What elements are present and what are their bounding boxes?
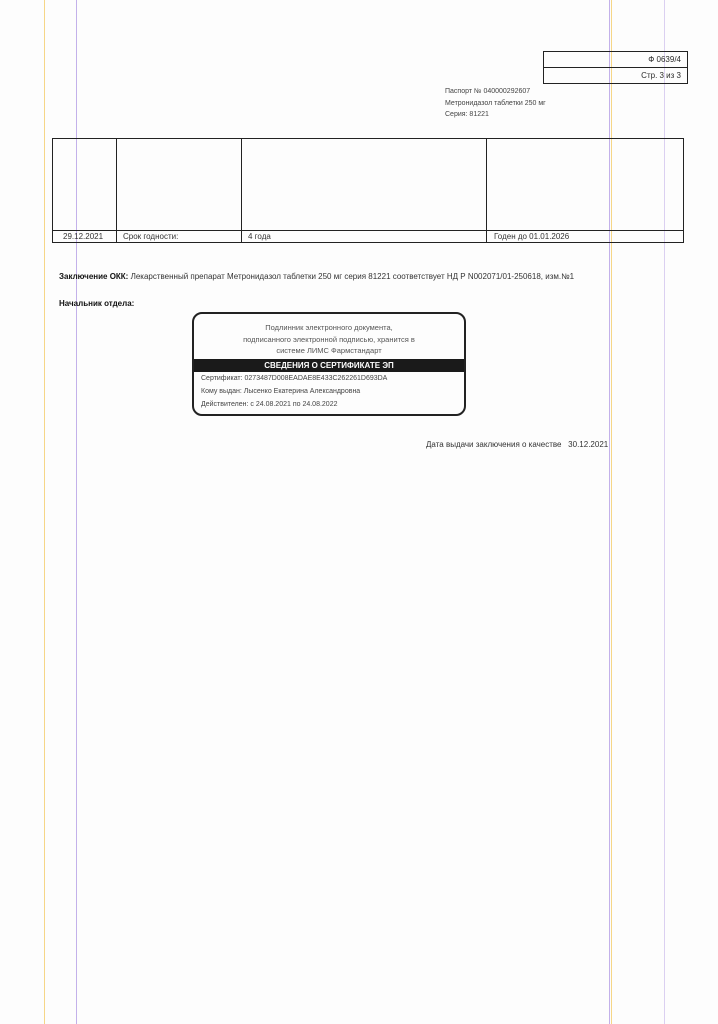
table-divider xyxy=(116,139,117,242)
table-cell-parameter: Срок годности: xyxy=(123,232,179,241)
stamp-validity: Действителен: с 24.08.2021 по 24.08.2022 xyxy=(201,400,338,408)
passport-number: Паспорт № 040000292607 xyxy=(445,88,531,95)
stamp-notice xyxy=(194,314,464,357)
issue-date: Дата выдачи заключения о качестве 30.12.2021 xyxy=(426,440,609,449)
table-divider xyxy=(486,139,487,242)
table-cell-value: 4 года xyxy=(248,232,271,241)
conclusion-text: Лекарственный препарат Метронидазол таблетки 250 мг серия 81221 соответствует НД Р N002071/01-250618, изм.№1 xyxy=(130,272,575,281)
scan-artifact-yellow-left xyxy=(44,0,45,1024)
test-results-table xyxy=(52,138,684,243)
stamp-certificate-id: Сертификат: 0273487D008EADAE8E433C262261D693DA xyxy=(201,374,388,382)
stamp-notice-line: системе ЛИМС Фармстандарт xyxy=(276,346,382,355)
passport-info xyxy=(445,86,546,121)
table-cell-date: 29.12.2021 xyxy=(63,232,104,241)
stamp-notice-line: Подлинник электронного документа, xyxy=(265,323,393,332)
form-code-box xyxy=(543,51,688,84)
passport-product: Метронидазол таблетки 250 мг xyxy=(445,99,546,107)
qc-conclusion xyxy=(59,271,619,283)
passport-series: Серия: 81221 xyxy=(445,111,489,118)
department-head-label: Начальник отдела: xyxy=(59,299,135,308)
table-cell-result: Годен до 01.01.2026 xyxy=(494,232,570,241)
electronic-signature-stamp xyxy=(192,312,466,416)
page-number: Стр. 3 из 3 xyxy=(544,67,687,83)
form-code: Ф 0639/4 xyxy=(648,55,681,64)
table-divider xyxy=(241,139,242,242)
stamp-notice-line: подписанного электронной подписью, хранится в xyxy=(243,334,415,344)
stamp-certificate-header: СВЕДЕНИЯ О СЕРТИФИКАТЕ ЭП xyxy=(194,359,464,372)
conclusion-label: Заключение ОКК: xyxy=(59,272,129,281)
stamp-issued-to: Кому выдан: Лысенко Екатерина Александровна xyxy=(201,387,361,395)
